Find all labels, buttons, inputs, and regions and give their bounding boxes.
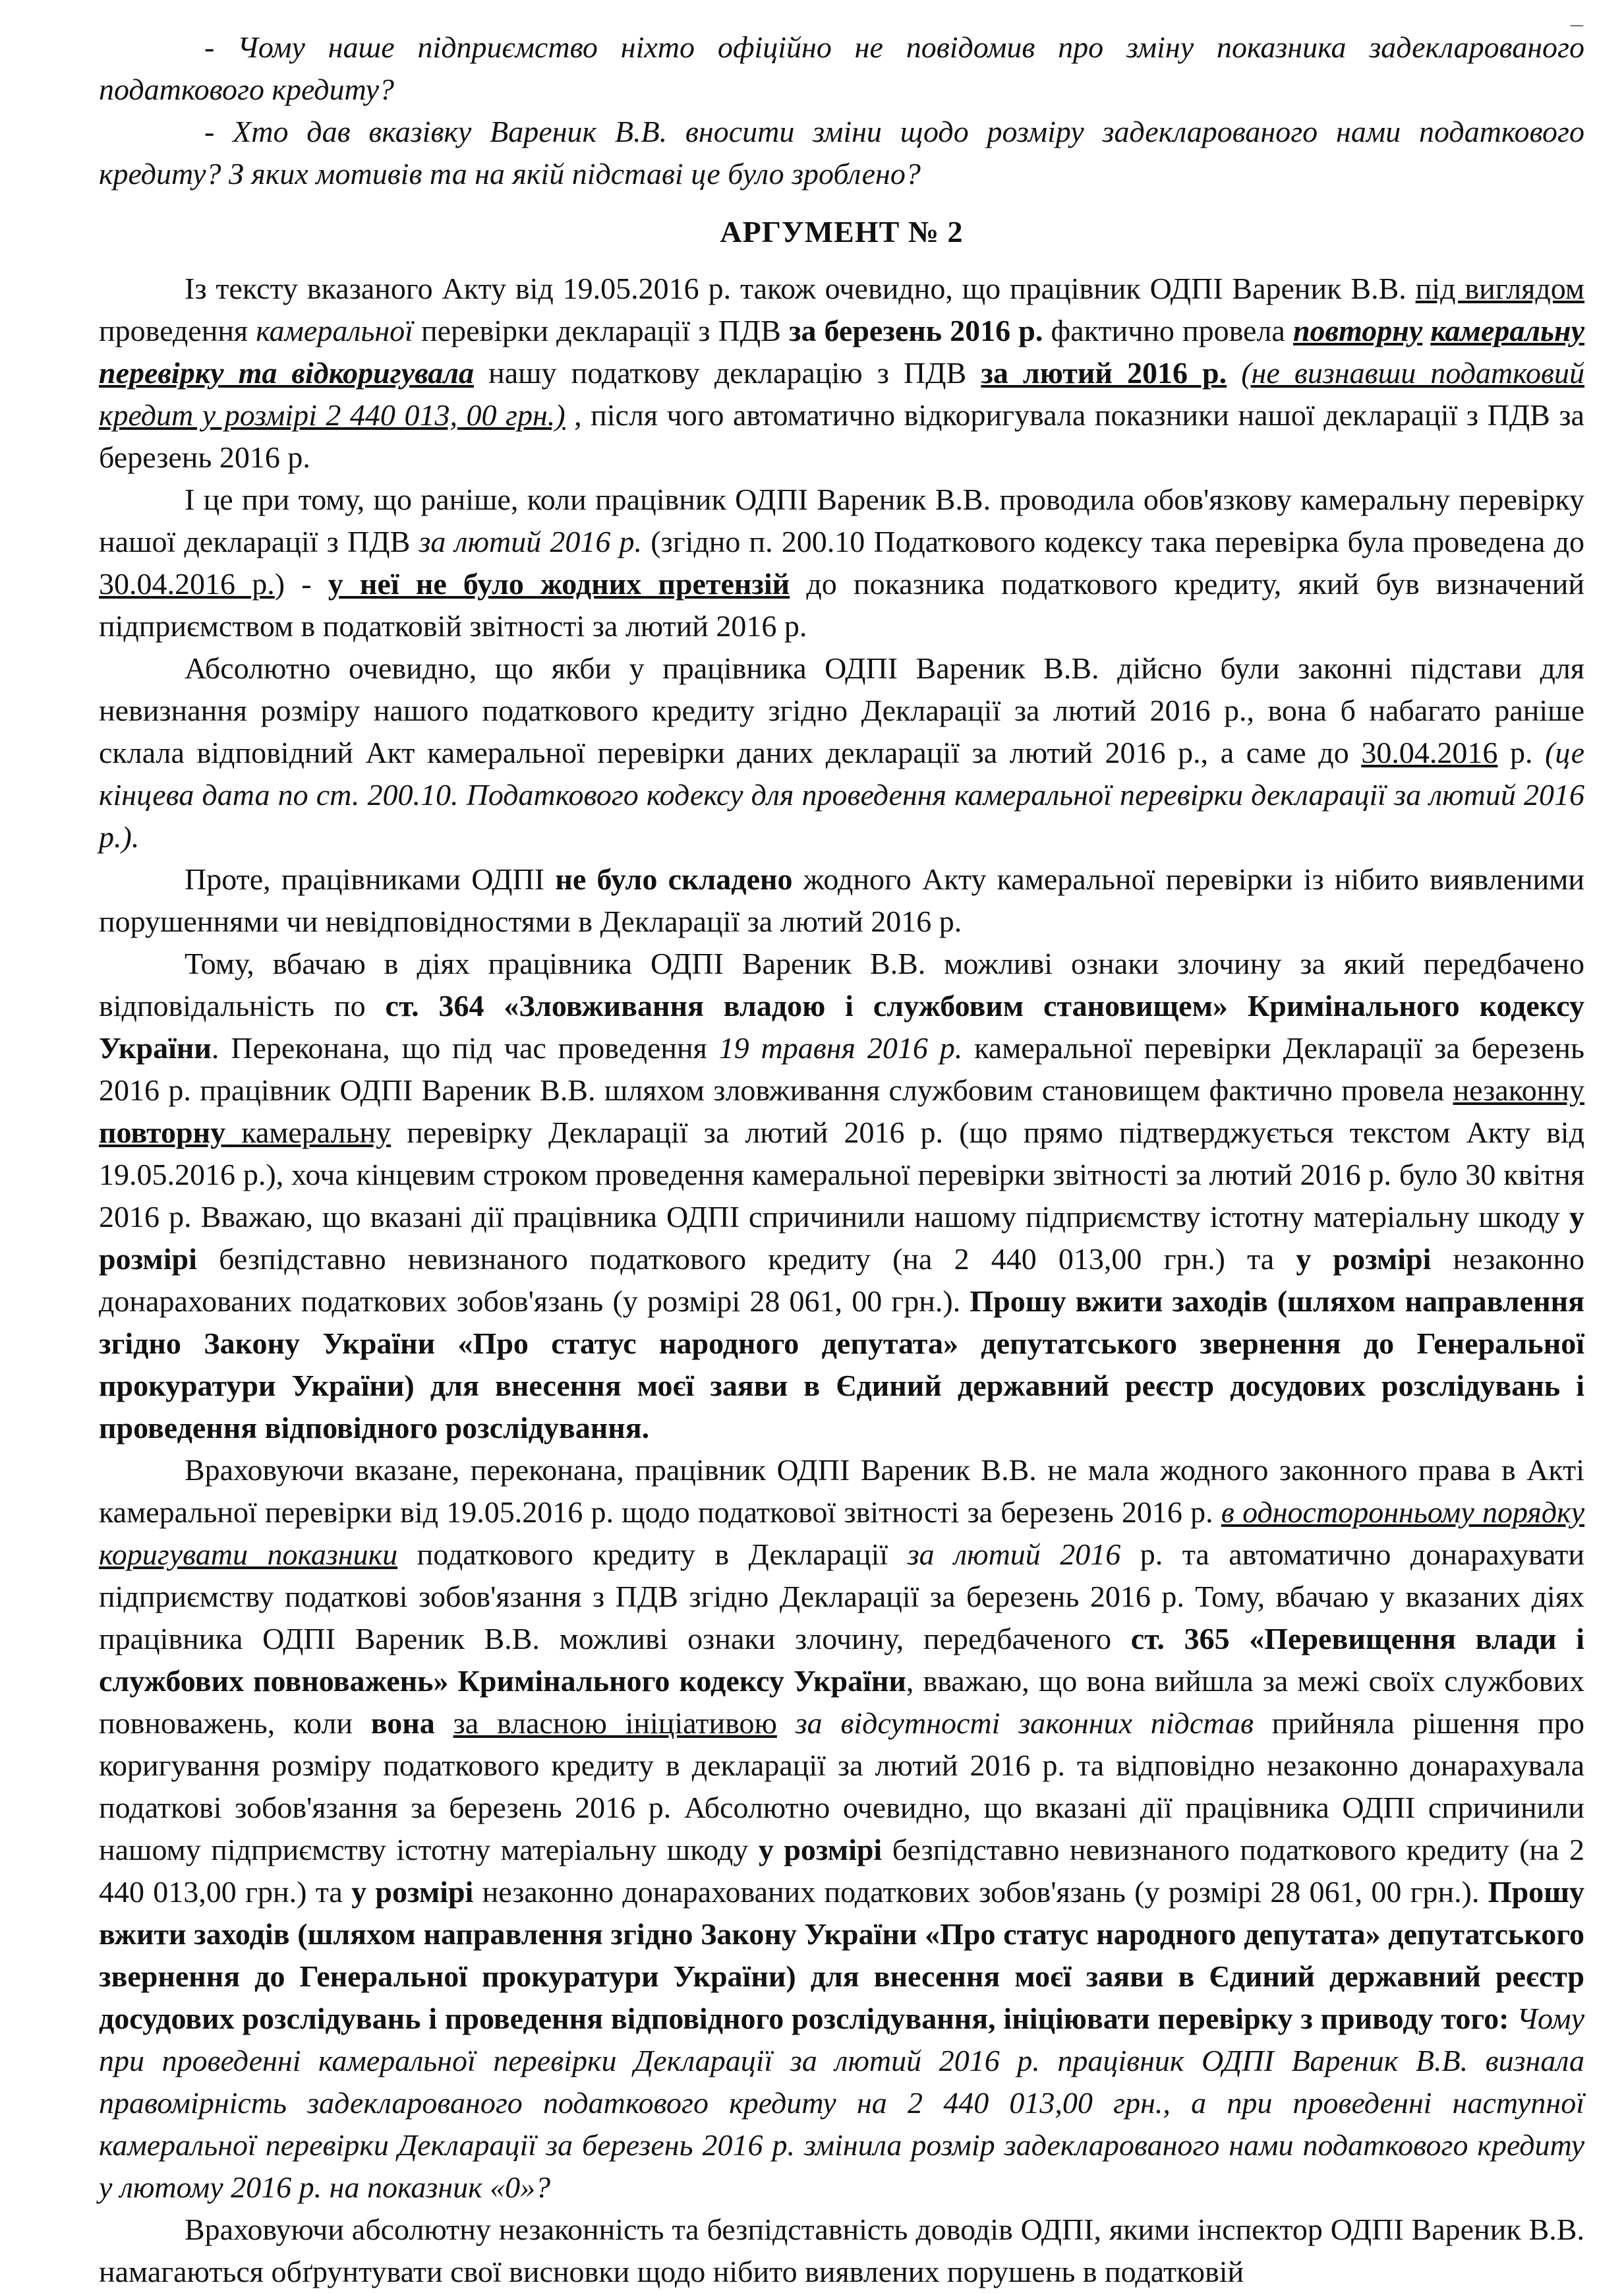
text: Із тексту вказаного Акту від 19.05.2016 р. також очевидно, що працівник ОДПІ Вареник В.В. (185, 272, 1416, 305)
text: фактично провела (1043, 314, 1293, 347)
bold-text: у розмірі (351, 1875, 474, 1909)
italic-text: (це кінцева дата по ст. 200.10. Податкового кодексу для проведення камеральної перевірки декларації за лютий 2016 р.). (99, 736, 1584, 854)
bold-text: ст. 365 «Перевищення влади і службових повноважень» Кримінального кодексу України (99, 1622, 1584, 1698)
italic-text: камеральної (256, 314, 413, 347)
text: ) - (274, 567, 328, 601)
bold-text: вона (370, 1706, 435, 1740)
text: до показника податкового кредиту, який був визначений підприємством в податковій звітності за лютий 2016 р. (99, 567, 1585, 643)
text (1509, 2002, 1517, 2035)
text: незаконно донарахованих податкових зобов'язань (у розмірі 28 061, 00 грн.). (473, 1875, 1488, 1909)
paragraph-5 (99, 943, 1584, 1449)
text (1227, 356, 1241, 390)
italic-text: Чому при проведенні камеральної перевірки Декларації за лютий 2016 р. працівник ОДПІ Вареник В.В. визнала правомірність задекларованого податкового кредиту на 2 440 013,00 грн., а при проведенні наступної камеральної перевірки Декларації за березень 2016 р. змінила розмір задекларованого нами податкового кредиту у лютому 2016 р. на показник «0»? (99, 2002, 1585, 2204)
paragraph-3 (99, 647, 1584, 858)
text: перевірку Декларації за лютий 2016 р. (що прямо підтверджується текстом Акту від 19.05.2016 р.), хоча кінцевим строком проведення камеральної перевірки звітності за лютий 2016 р. було 30 квітня 2016 р. Вважаю, що вказані дії працівника ОДПІ спричинили нашому підприємству істотну матеріальну шкоду (99, 1116, 1584, 1234)
text: жодного Акту камеральної перевірки із нібито виявленими порушеннями чи невідповідностями в Декларації за лютий 2016 р. (99, 862, 1584, 938)
italic-underlined-text: (не визнавши податковий кредит у розмірі 2 440 013, 00 грн.) (99, 356, 1584, 432)
underlined-text: за власною ініціативою (453, 1706, 777, 1740)
text: І це при тому, що раніше, коли працівник ОДПІ Вареник В.В. проводила обов'язкову камеральну перевірку нашої декларації з ПДВ (99, 483, 1584, 558)
bold-underlined-text: за лютий 2016 р. (981, 356, 1227, 390)
bold-text: у розмірі (99, 1200, 1584, 1276)
text (777, 1706, 796, 1740)
text: Проте, працівниками ОДПІ (185, 862, 556, 896)
text: р. та автоматично донарахувати підприємству податкові зобов'язання з ПДВ згідно Декларації за березень 2016 р. Тому, вбачаю у вказаних діях працівника ОДПІ Вареник В.В. можливі ознаки злочину, передбаченого (99, 1537, 1584, 1655)
bold-text: не було складено (555, 862, 793, 896)
text: незаконно донарахованих податкових зобов'язань (у розмірі 28 061, 00 грн.). (99, 1242, 1584, 1318)
bold-underlined-text: повторну (99, 1116, 226, 1149)
bold-text: Прошу вжити заходів (шляхом направлення згідно Закону України «Про статус народного депутата» депутатського звернення до Генеральної прокуратури України) для внесення моєї заяви в Єдиний державний реєстр досудових розслідувань і проведення відповідного розслідування, ініціювати перевірку з приводу того: (99, 1875, 1584, 2035)
paragraph-6 (99, 1449, 1584, 2209)
text: податкового кредиту в Декларації (397, 1537, 908, 1571)
paragraph-7 (99, 2209, 1584, 2293)
italic-text: за відсутності законних підстав (795, 1706, 1254, 1740)
italic-underlined-text: в односторонньому порядку коригувати показники (99, 1495, 1585, 1571)
text: . Переконана, що під час проведення (211, 1031, 719, 1065)
underlined-text: камеральну (225, 1116, 392, 1149)
text: Абсолютно очевидно, що якби у працівника ОДПІ Вареник В.В. дійсно були законні підстави для невизнання розміру нашого податкового кредиту згідно Декларації за лютий 2016 р., вона б набагато раніше склала відповідний Акт камеральної перевірки даних декларації за лютий 2016 р., а саме до (99, 651, 1584, 769)
underlined-date: 30.04.2016 р. (99, 567, 275, 601)
paragraph-4 (99, 858, 1584, 943)
text: , вважаю, що вона вийшла за межі своїх службових повноважень, коли (99, 1664, 1584, 1740)
text: , після чого автоматично відкоригувала показники нашої декларації з ПДВ за березень 2016 р. (99, 398, 1584, 474)
text: камеральної перевірки Декларації за березень 2016 р. працівник ОДПІ Вареник В.В. шляхом зловживання службовим становищем фактично провела (99, 1031, 1585, 1107)
text: проведення (99, 314, 256, 347)
text: Враховуючи вказане, переконана, працівник ОДПІ Вареник В.В. не мала жодного законного права в Акті камеральної перевірки від 19.05.2016 р. щодо податкової звітності за березень 2016 р. (99, 1453, 1584, 1529)
paragraph-2 (99, 479, 1584, 647)
text: прийняла рішення про коригування розміру податкового кредиту в декларації за лютий 2016 р. та відповідно незаконно донарахувала податкові зобов'язання за березень 2016 р. Абсолютно очевидно, що вказані дії працівника ОДПІ спричинили нашому підприємству істотну матеріальну шкоду (99, 1706, 1584, 1866)
underlined-date: 30.04.2016 (1361, 736, 1498, 769)
section-heading: АРГУМЕНТ № 2 (720, 215, 964, 249)
corner-mark: – (1571, 10, 1583, 38)
bold-text: Прошу вжити заходів (шляхом направлення згідно Закону України «Про статус народного депутата» депутатського звернення до Генеральної прокуратури України) для внесення моєї заяви в Єдиний державний реєстр досудових розслідувань і проведення відповідного розслідування. (99, 1284, 1584, 1444)
bold-underlined-text: камеральну перевірку та відкоригувала (99, 314, 1585, 390)
bold-underlined-text: повторну (1292, 314, 1423, 347)
bold-text: у розмірі (1296, 1242, 1432, 1276)
bold-underlined-text: у неї не було жодних претензій (328, 567, 790, 601)
text: безпідставно невизнаного податкового кредиту (на 2 440 013,00 грн.) та (99, 1833, 1584, 1909)
paragraph-1 (99, 268, 1584, 479)
underlined-text: під виглядом (1415, 272, 1584, 305)
text: (згідно п. 200.10 Податкового кодексу така перевірка була проведена до (642, 525, 1584, 558)
underlined-text: незаконну (1453, 1073, 1584, 1107)
bold-text: ст. 364 «Зловживання владою і службовим становищем» Кримінального кодексу України (99, 989, 1585, 1065)
text: перевірки декларації з ПДВ (413, 314, 789, 347)
text: Враховуючи абсолютну незаконність та безпідставність доводів ОДПІ, якими інспектор ОДПІ Вареник В.В. намагаються обґрунтувати свої висновки щодо нібито виявлених порушень в податковій (99, 2213, 1584, 2288)
text: безпідставно невизнаного податкового кредиту (на 2 440 013,00 грн.) та (196, 1242, 1296, 1276)
italic-text: за лютий 2016 р. (419, 525, 643, 558)
text: Тому, вбачаю в діях працівника ОДПІ Вареник В.В. можливі ознаки злочину за який передбачено відповідальність по (99, 947, 1584, 1023)
bold-text: у розмірі (758, 1833, 883, 1866)
italic-text: 19 травня 2016 р. (718, 1031, 963, 1065)
question-1: - Чому наше підприємство ніхто офіційно не повідомив про зміну показника задекларованого податкового кредиту? (99, 30, 1584, 106)
text (435, 1706, 453, 1740)
question-2: - Хто дав вказівку Вареник В.В. вносити зміни щодо розміру задекларованого нами податкового кредиту? З яких мотивів та на якій підставі це було зроблено? (99, 115, 1584, 191)
bold-text: за березень 2016 р. (788, 314, 1043, 347)
text: нашу податкову декларацію з ПДВ (473, 356, 981, 390)
italic-text: за лютий 2016 (907, 1537, 1121, 1571)
text: р. (1497, 736, 1546, 769)
text (1422, 314, 1430, 347)
